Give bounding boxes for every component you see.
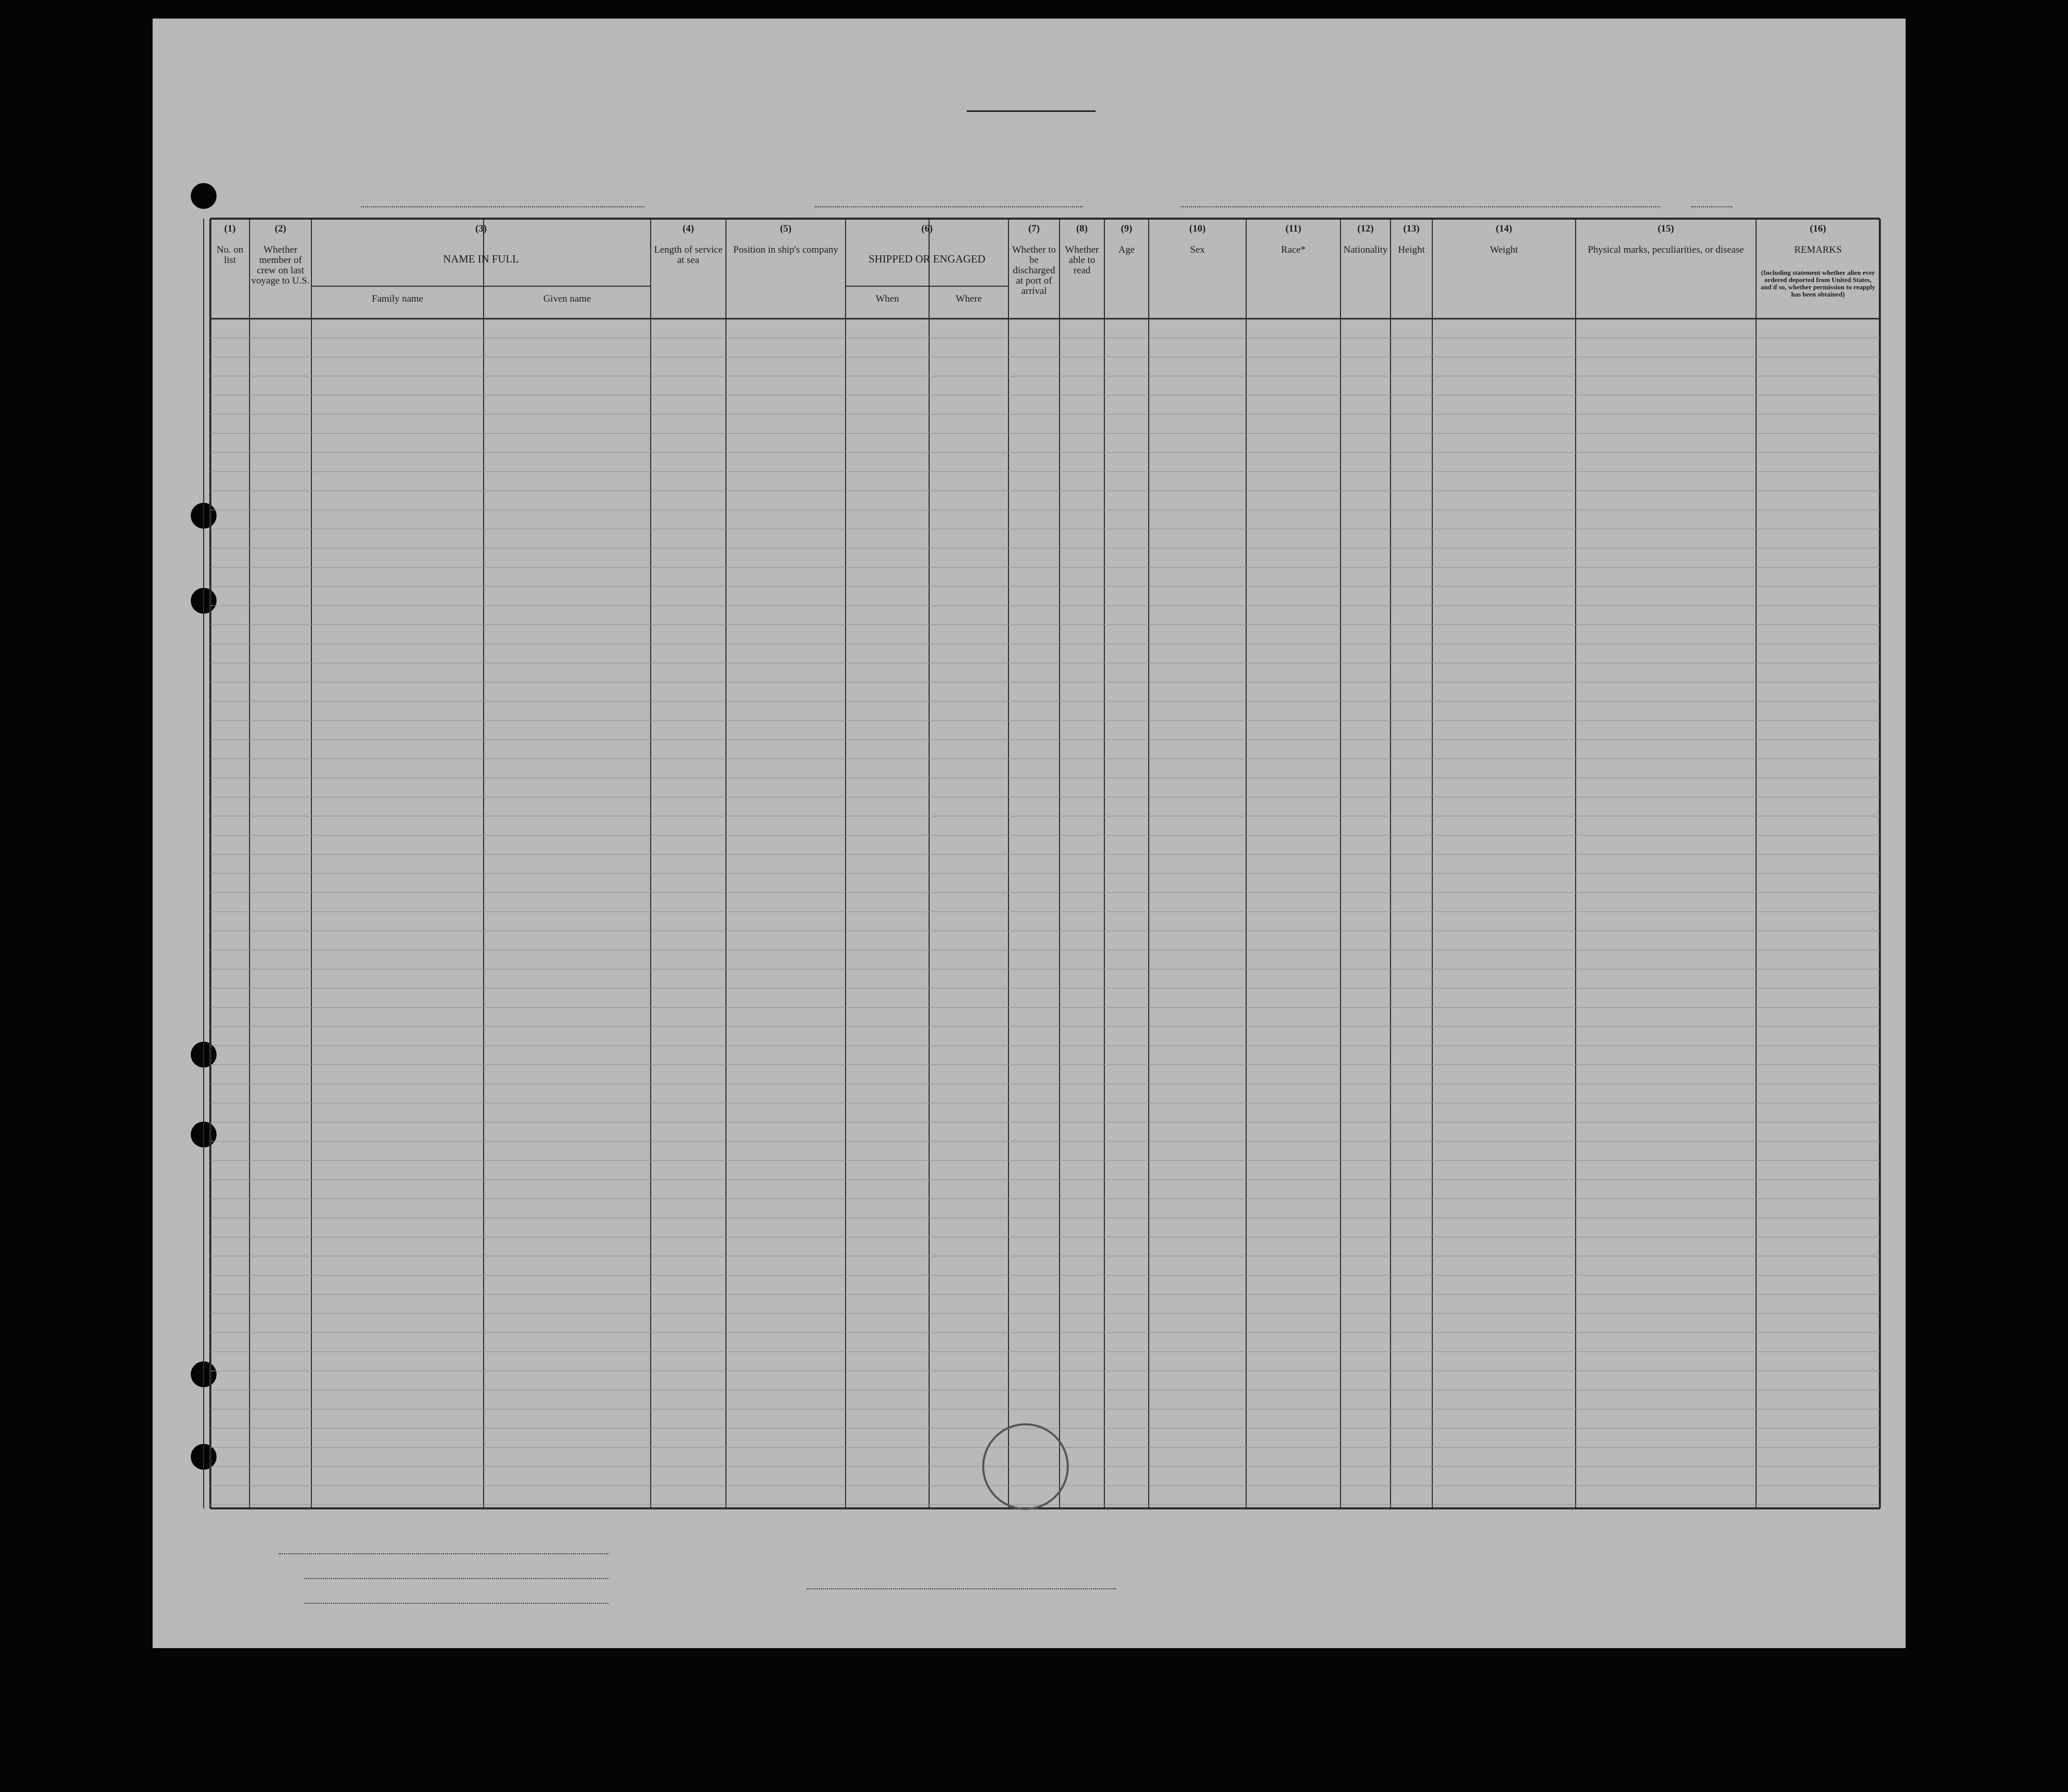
column-header: Physical marks, peculiarities, or disease	[1587, 244, 1744, 255]
column-header: Height	[1398, 244, 1425, 255]
column-header: Length of service at sea	[654, 244, 723, 266]
column-header: NAME IN FULL	[443, 253, 519, 265]
column-header: Whether to be discharged at port of arrival	[1012, 244, 1056, 297]
column-number: (16)	[1810, 223, 1826, 234]
column-number: (4)	[682, 223, 694, 234]
column-number: (15)	[1658, 223, 1674, 234]
column-number: (6)	[921, 223, 933, 234]
footer-agents-underline	[304, 1603, 608, 1604]
column-header: Nationality	[1343, 244, 1388, 255]
column-header: SHIPPED OR ENGAGED	[868, 253, 986, 265]
column-header: Race*	[1281, 244, 1306, 255]
column-header: No. on list	[217, 244, 243, 266]
column-header: Whether member of crew on last voyage to U.S.	[251, 244, 310, 286]
column-number: (1)	[224, 223, 236, 234]
column-number: (8)	[1076, 223, 1088, 234]
column-number: (5)	[780, 223, 792, 234]
column-number: (10)	[1189, 223, 1206, 234]
consulate-seal	[982, 1423, 1069, 1510]
column-subheader: When	[875, 293, 899, 304]
inspector-underline	[807, 1588, 1116, 1589]
column-subheader: Family name	[372, 293, 423, 304]
column-header: Whether able to read	[1065, 244, 1099, 276]
footer-line-underline	[278, 1553, 608, 1554]
column-header: Weight	[1490, 244, 1518, 255]
column-number: (9)	[1120, 223, 1133, 234]
column-number: (14)	[1496, 223, 1512, 234]
column-number: (2)	[274, 223, 287, 234]
column-subheader: Where	[955, 293, 982, 304]
column-number: (11)	[1285, 223, 1301, 234]
column-header: Position in ship's company	[733, 244, 838, 255]
column-number: (3)	[475, 223, 487, 234]
column-subheader: Given name	[543, 293, 591, 304]
column-header: REMARKS	[1794, 244, 1842, 255]
column-number: (7)	[1028, 223, 1040, 234]
column-header: Sex	[1190, 244, 1205, 255]
footer-owners-underline	[304, 1578, 608, 1579]
column-header: Age	[1118, 244, 1135, 255]
column-header-note: (Including statement whether alien ever ordered deported from United States, and if so, whether permission to reapply has been obtained)	[1760, 269, 1876, 298]
column-number: (13)	[1403, 223, 1420, 234]
column-number: (12)	[1357, 223, 1374, 234]
